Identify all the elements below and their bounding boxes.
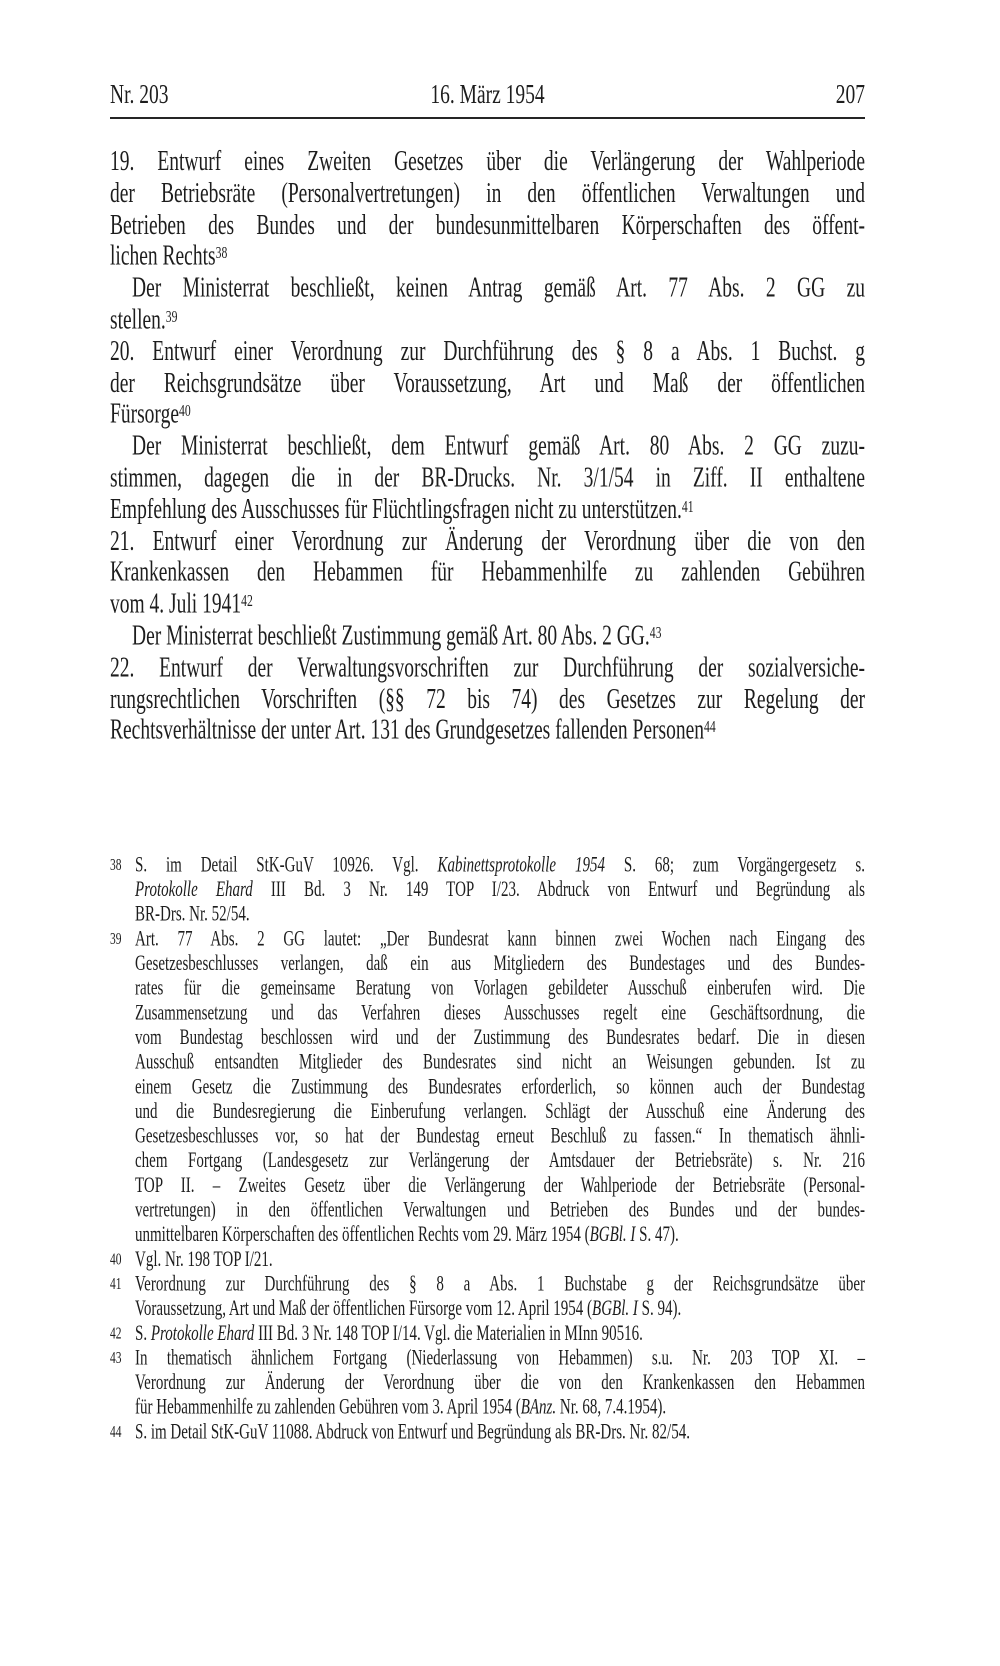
paragraph	[110, 526, 865, 621]
header-page-number: 207	[835, 80, 865, 110]
italic-text: Kabinettsprotokolle 1954	[437, 854, 605, 878]
footnote-line: Ausschuß entsandten Mitglieder des Bundesrates sind nicht an Weisungen gebunden. Ist zu	[135, 1051, 865, 1075]
footnote-line: Art. 77 Abs. 2 GG lautet: „Der Bundesrat kann binnen zwei Wochen nach Eingang des	[135, 927, 865, 952]
footnote	[110, 854, 865, 928]
footnote-reference: 42	[241, 591, 253, 611]
footnote-line: S. Protokolle Ehard III Bd. 3 Nr. 148 TOP I/14. Vgl. die Materialien in MInn 90516.	[135, 1322, 643, 1346]
paragraph	[110, 147, 865, 273]
footnote	[110, 1248, 865, 1273]
footnote-reference: 43	[649, 623, 662, 643]
text-line: Der Ministerrat beschließt, keinen Antrag gemäß Art. 77 Abs. 2 GG zu	[132, 273, 865, 304]
text-line: Der Ministerrat beschließt Zustimmung gemäß Art. 80 Abs. 2 GG.$^{43}$	[132, 621, 662, 652]
footnote-reference: 38	[215, 244, 228, 263]
footnote-reference: 40	[178, 402, 191, 421]
paragraph	[110, 273, 865, 336]
footnote-line: Gesetzesbeschlusses verlangen, daß ein aus Mitgliedern des Bundestages und des Bundes-	[135, 952, 865, 976]
footnote-text	[135, 1322, 865, 1347]
body-text	[110, 147, 865, 748]
italic-text: BGBl. I	[592, 1297, 638, 1321]
footnote-line: einem Gesetz die Zustimmung des Bundesrates erforderlich, so können auch der Bundestag	[135, 1075, 865, 1100]
paragraph	[110, 337, 865, 432]
italic-text: BGBl. I	[589, 1223, 636, 1247]
footnote-number: 41	[110, 1275, 122, 1294]
text-line: Fürsorge$^{40}$	[110, 399, 191, 431]
footnote-line: für Hebammenhilfe zu zahlenden Gebühren vom 3. April 1954 (BAnz. Nr. 68, 7.4.1954).	[135, 1396, 667, 1420]
footnote-line: Gesetzesbeschlusses vor, so hat der Bundestag erneut Beschluß zu fassen.“ In thematisch ähnli-	[135, 1125, 865, 1149]
paragraph	[110, 431, 865, 526]
footnote	[110, 928, 865, 1248]
text-line: Krankenkassen den Hebammen für Hebammenhilfe zu zahlenden Gebühren	[110, 557, 865, 589]
text-line: der Reichsgrundsätze über Voraussetzung, Art und Maß der öffentlichen	[110, 368, 865, 399]
footnote-number: 40	[110, 1251, 122, 1269]
footnote-text	[135, 1273, 865, 1322]
text-line: rungsrechtlichen Vorschriften (§§ 72 bis 74) des Gesetzes zur Regelung der	[110, 684, 865, 715]
footnote-line: Voraussetzung, Art und Maß der öffentlichen Fürsorge vom 12. April 1954 (BGBl. I S. 94).	[135, 1297, 682, 1321]
footnote-line: Zusammensetzung und das Verfahren dieses Ausschusses regelt eine Geschäftsordnung, die	[135, 1001, 865, 1026]
footnote-line: rates für die gemeinsame Beratung von Vorlagen gebildeter Ausschuß einberufen wird. Die	[135, 977, 865, 1001]
footnote-line: S. im Detail StK-GuV 10926. Vgl. Kabinettsprotokolle 1954 S. 68; zum Vorgängergesetz s.	[135, 854, 865, 878]
footnotes	[110, 854, 865, 1446]
text-line: vom 4. Juli 1941$^{42}$	[110, 589, 253, 620]
footnote-line: Vgl. Nr. 198 TOP I/21.	[135, 1248, 273, 1272]
footnote-line: Verordnung zur Durchführung des § 8 a Abs. 1 Buchstabe g der Reichsgrundsätze über	[135, 1273, 865, 1297]
footnote-line: vom Bundestag beschlossen wird und der Zustimmung des Bundesrates bedarf. Die in diesen	[135, 1026, 865, 1050]
text-line: Empfehlung des Ausschusses für Flüchtlingsfragen nicht zu unterstützen.$^{41}$	[110, 494, 694, 526]
footnote-line: Verordnung zur Änderung der Verordnung über die von den Krankenkassen den Hebammen	[135, 1371, 865, 1395]
footnote-text	[135, 1347, 865, 1421]
footnote-text	[135, 854, 865, 928]
footnote-line: chem Fortgang (Landesgesetz zur Verlängerung der Amtsdauer der Betriebsräte) s. Nr. 216	[135, 1149, 865, 1173]
footnote-line: In thematisch ähnlichem Fortgang (Niederlassung von Hebammen) s.u. Nr. 203 TOP XI. –	[135, 1347, 865, 1371]
footnote-text	[135, 928, 865, 1248]
footnote-number: 38	[110, 856, 122, 875]
footnote-text	[135, 1421, 865, 1446]
footnote-line: und die Bundesregierung die Einberufung verlangen. Schlägt der Ausschuß eine Änderung des	[135, 1100, 865, 1124]
text-line: Rechtsverhältnisse der unter Art. 131 des Grundgesetzes fallenden Personen$^{44}$	[110, 715, 716, 747]
text-line: 21. Entwurf einer Verordnung zur Änderung der Verordnung über die von den	[110, 526, 865, 557]
header-doc-number: Nr. 203	[110, 80, 169, 110]
text-line: 19. Entwurf eines Zweiten Gesetzes über die Verlängerung der Wahlperiode	[110, 147, 865, 178]
text-line: der Betriebsräte (Personalvertretungen) in den öffentlichen Verwaltungen und	[110, 178, 865, 210]
footnote-number: 39	[110, 930, 122, 949]
footnote-reference: 44	[704, 718, 716, 738]
italic-text: Protokolle Ehard	[135, 878, 253, 902]
text-line: lichen Rechts$^{38}$	[110, 241, 228, 273]
footnote-line: S. im Detail StK-GuV 11088. Abdruck von Entwurf und Begründung als BR-Drs. Nr. 82/54.	[135, 1420, 690, 1445]
footnote	[110, 1421, 865, 1446]
header-rule	[110, 117, 865, 119]
text-line: stellen.$^{39}$	[110, 305, 178, 336]
footnote-line: vertretungen) in den öffentlichen Verwaltungen und Betrieben des Bundes und der bundes-	[135, 1199, 865, 1223]
footnote-line: unmittelbaren Körperschaften des öffentlichen Rechts vom 29. März 1954 (BGBl. I S. 47).	[135, 1223, 679, 1247]
footnote-line: Protokolle Ehard III Bd. 3 Nr. 149 TOP I/23. Abdruck von Entwurf und Begründung als	[135, 878, 865, 902]
footnote-reference: 41	[681, 496, 694, 516]
footnote-line: TOP II. – Zweites Gesetz über die Verlängerung der Wahlperiode der Betriebsräte (Personal-	[135, 1174, 865, 1198]
text-line: Der Ministerrat beschließt, dem Entwurf gemäß Art. 80 Abs. 2 GG zuzu-	[132, 431, 865, 462]
header-date: 16. März 1954	[430, 80, 545, 110]
text-line: 20. Entwurf einer Verordnung zur Durchführung des § 8 a Abs. 1 Buchst. g	[110, 336, 865, 368]
footnote-number: 44	[110, 1423, 122, 1442]
text-line: Betrieben des Bundes und der bundesunmittelbaren Körperschaften des öffent-	[110, 210, 865, 241]
footnote	[110, 1273, 865, 1322]
paragraph	[110, 621, 865, 653]
italic-text: BAnz.	[520, 1396, 557, 1420]
footnote-number: 43	[110, 1349, 122, 1368]
text-line: 22. Entwurf der Verwaltungsvorschriften zur Durchführung der sozialversiche-	[110, 652, 865, 684]
footnote-reference: 39	[165, 307, 178, 327]
footnote	[110, 1322, 865, 1347]
footnote-line: BR-Drs. Nr. 52/54.	[135, 903, 250, 927]
page-header	[110, 82, 865, 110]
text-line: stimmen, dagegen die in der BR-Drucks. Nr. 3/1/54 in Ziff. II enthaltene	[110, 463, 865, 494]
paragraph	[110, 653, 865, 748]
italic-text: Protokolle Ehard	[150, 1322, 255, 1346]
footnote-number: 42	[110, 1325, 122, 1343]
footnote	[110, 1347, 865, 1421]
footnote-text	[135, 1248, 865, 1273]
